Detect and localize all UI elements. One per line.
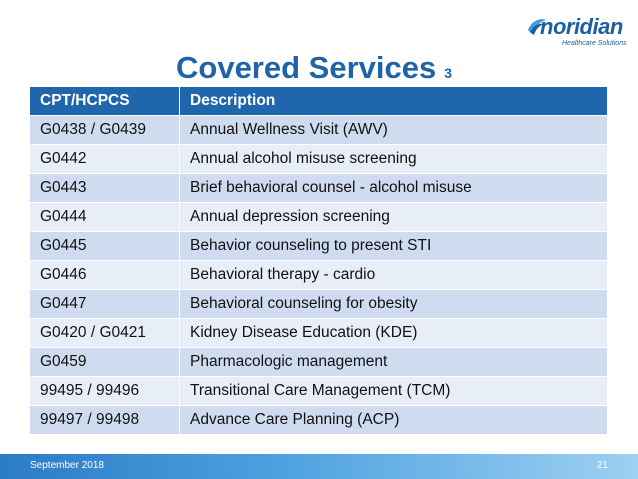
cell-code: G0420 / G0421 xyxy=(30,319,180,348)
cell-code: G0438 / G0439 xyxy=(30,116,180,145)
cell-code: G0445 xyxy=(30,232,180,261)
cell-description: Annual depression screening xyxy=(180,203,608,232)
noridian-logo xyxy=(526,14,626,50)
page-title-text: Covered Services xyxy=(176,50,437,85)
logo-tagline: Healthcare Solutions xyxy=(562,40,627,47)
footer-date: September 2018 xyxy=(30,460,104,471)
cell-description: Brief behavioral counsel - alcohol misuse xyxy=(180,174,608,203)
cell-code: 99497 / 99498 xyxy=(30,406,180,435)
table-row xyxy=(30,261,608,290)
cell-description: Transitional Care Management (TCM) xyxy=(180,377,608,406)
cell-description: Behavioral therapy - cardio xyxy=(180,261,608,290)
cell-code: G0443 xyxy=(30,174,180,203)
table-row xyxy=(30,174,608,203)
cell-code: G0444 xyxy=(30,203,180,232)
table-row xyxy=(30,406,608,435)
cell-description: Behavioral counseling for obesity xyxy=(180,290,608,319)
footer-page-number: 21 xyxy=(596,460,608,471)
table-row xyxy=(30,377,608,406)
covered-services-table xyxy=(29,86,608,435)
table-row xyxy=(30,116,608,145)
table-row xyxy=(30,319,608,348)
table-header-row xyxy=(30,87,608,116)
cell-description: Annual Wellness Visit (AWV) xyxy=(180,116,608,145)
cell-code: 99495 / 99496 xyxy=(30,377,180,406)
header-cpt-hcpcs: CPT/HCPCS xyxy=(30,87,180,116)
cell-description: Pharmacologic management xyxy=(180,348,608,377)
cell-description: Behavior counseling to present STI xyxy=(180,232,608,261)
table-row xyxy=(30,232,608,261)
page-title xyxy=(176,50,452,86)
cell-code: G0446 xyxy=(30,261,180,290)
page-title-number: 3 xyxy=(444,65,453,81)
cell-description: Kidney Disease Education (KDE) xyxy=(180,319,608,348)
cell-code: G0442 xyxy=(30,145,180,174)
header-description: Description xyxy=(180,87,608,116)
table-row xyxy=(30,290,608,319)
cell-code: G0459 xyxy=(30,348,180,377)
logo-wordmark: noridian xyxy=(540,14,623,39)
cell-description: Advance Care Planning (ACP) xyxy=(180,406,608,435)
cell-description: Annual alcohol misuse screening xyxy=(180,145,608,174)
footer-bar xyxy=(0,454,638,479)
table-row xyxy=(30,203,608,232)
table-row xyxy=(30,348,608,377)
cell-code: G0447 xyxy=(30,290,180,319)
table-row xyxy=(30,145,608,174)
